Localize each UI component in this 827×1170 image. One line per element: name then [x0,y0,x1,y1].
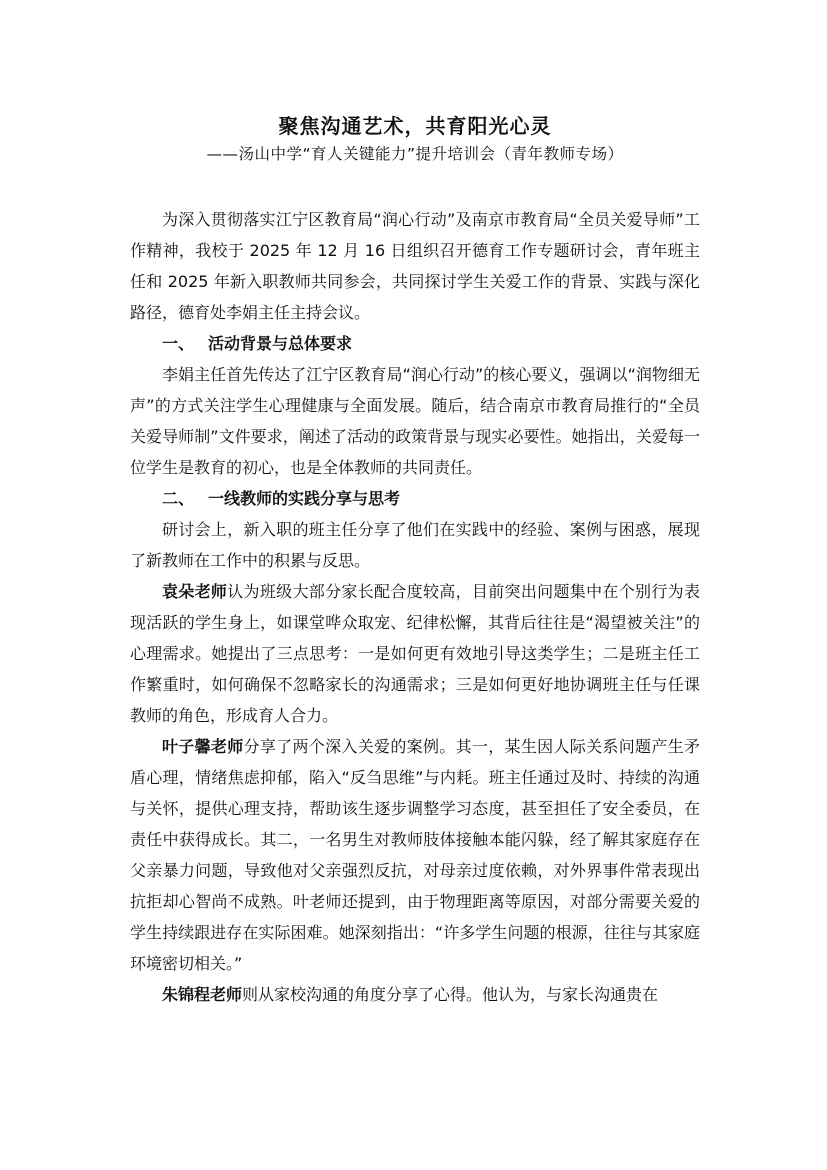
intro-paragraph: 为深入贯彻落实江宁区教育局“润心行动”及南京市教育局“全员关爱导师”工作精神，我校于 2025 年 12 月 16 日组织召开德育工作专题研讨会，青年班主任和 2025 年新入职教师共同参会，共同探讨学生关爱工作的背景、实践与深化路径，德育处李娟主任主持会议。 [130,210,700,322]
document-title: 聚焦沟通艺术，共育阳光心灵 [278,114,552,138]
speaker-text: 认为班级大部分家长配合度较高，目前突出问题集中在个别行为表现活跃的学生身上，如课堂哗众取宠、纪律松懈，其背后往往是“渴望被关注”的心理需求。她提出了三点思考：一是如何更有效地引导这类学生；二是班主任工作繁重时，如何确保不忽略家长的沟通需求；三是如何更好地协调班主任与任课教师的角色，形成育人合力。 [130,582,700,725]
speaker-text: 则从家校沟通的角度分享了心得。他认为，与家长沟通贵在 [242,985,659,1004]
section-heading-1 [130,328,700,359]
section-number: 一、 [162,334,195,353]
speaker-name: 朱锦程老师 [162,985,243,1004]
speaker-paragraph [130,731,700,979]
speaker-name: 叶子馨老师 [162,737,244,756]
speaker-name: 袁朵老师 [162,582,228,601]
speaker-text: 分享了两个深入关爱的案例。其一，某生因人际关系问题产生矛盾心理，情绪焦虑抑郁，陷入“反刍思维”与内耗。班主任通过及时、持续的沟通与关怀，提供心理支持，帮助该生逐步调整学习态度，甚至担任了安全委员，在责任中获得成长。其二，一名男生对教师肢体接触本能闪躲，经了解其家庭存在父亲暴力问题，导致他对父亲强烈反抗，对母亲过度依赖，对外界事件常表现出抗拒却心智尚不成熟。叶老师还提到，由于物理距离等原因，对部分需要关爱的学生持续跟进存在实际困难。她深刻指出：“许多学生问题的根源，往往与其家庭环境密切相关。” [130,737,700,973]
section-1-paragraph: 李娟主任首先传达了江宁区教育局“润心行动”的核心要义，强调以“润物细无声”的方式关注学生心理健康与全面发展。随后，结合南京市教育局推行的“全员关爱导师制”文件要求，阐述了活动的政策背景与现实必要性。她指出，关爱每一位学生是教育的初心，也是全体教师的共同责任。 [130,365,700,477]
document-body [130,204,700,1010]
section-number: 二、 [162,489,195,508]
section-2-paragraph: 研讨会上，新入职的班主任分享了他们在实践中的经验、案例与困惑，展现了新教师在工作中的积累与反思。 [130,520,700,570]
section-heading-2 [130,483,700,514]
document-subtitle: ——汤山中学“育人关键能力”提升培训会（青年教师专场） [206,145,624,163]
section-heading-text: 一线教师的实践分享与思考 [208,489,401,508]
speaker-paragraph [130,576,700,731]
section-heading-text: 活动背景与总体要求 [208,334,353,353]
speaker-paragraph [130,979,700,1010]
